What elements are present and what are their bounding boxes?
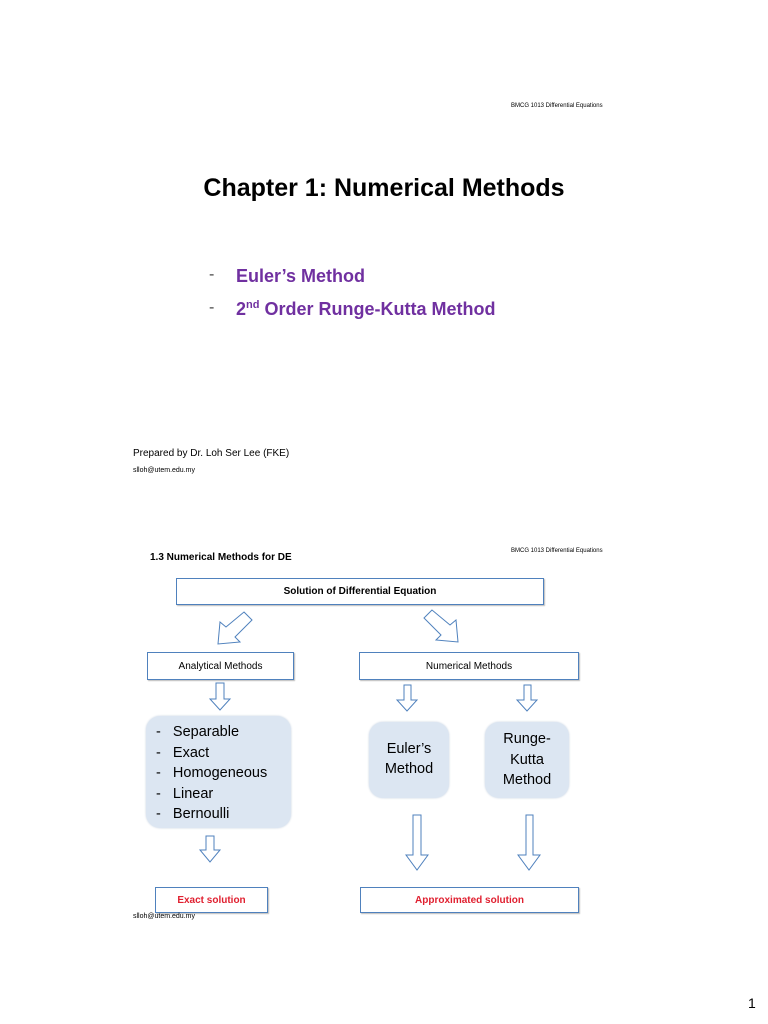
approximated-solution-box	[360, 887, 579, 913]
euler-method-box	[369, 722, 449, 798]
euler-line: Euler’s	[386, 741, 432, 757]
analytical-list-box	[146, 716, 291, 828]
arrow-down-icon	[397, 685, 417, 711]
arrow-down-right-icon	[424, 610, 458, 642]
euler-line: Method	[384, 761, 434, 777]
author-email: slloh@utem.edu.my	[133, 467, 195, 474]
rk-line: Runge-	[503, 731, 551, 747]
page-number: 1	[748, 995, 756, 1011]
list-item: - Separable	[156, 724, 240, 740]
chapter-title: Chapter 1: Numerical Methods	[203, 174, 565, 202]
bullet-euler: Euler’s Method	[236, 266, 366, 286]
list-item-text: Exact	[172, 744, 210, 761]
section-title: 1.3 Numerical Methods for DE	[150, 552, 292, 563]
list-item-text: Homogeneous	[172, 765, 268, 781]
arrow-down-icon	[210, 683, 230, 710]
list-item: - Homogeneous	[156, 765, 268, 781]
list-item-text: Bernoulli	[172, 806, 230, 822]
analytical-methods-box	[147, 652, 294, 680]
root-label: Solution of Differential Equation	[283, 586, 437, 597]
bullet-sup: nd	[246, 299, 260, 311]
arrow-down-icon	[406, 815, 428, 870]
list-item: - Linear	[156, 785, 214, 802]
arrow-down-icon	[200, 836, 220, 862]
bullet-dash: -	[209, 299, 215, 316]
slide1-header: BMCG 1013 Differential Equations	[511, 103, 603, 109]
prepared-by: Prepared by Dr. Loh Ser Lee (FKE)	[133, 448, 290, 459]
rk-line: Method	[502, 772, 552, 788]
approx-solution-label: Approximated solution	[415, 894, 524, 906]
numerical-methods-box	[359, 652, 579, 680]
rk-line: Kutta	[510, 751, 544, 768]
arrow-down-icon	[518, 815, 540, 870]
exact-solution-label: Exact solution	[177, 894, 246, 906]
numerical-label: Numerical Methods	[425, 660, 513, 672]
bullet-num: 2	[236, 299, 247, 319]
runge-kutta-box	[485, 722, 569, 798]
bullet-text: Order Runge-Kutta Method	[259, 299, 496, 319]
exact-solution-box	[155, 887, 268, 913]
bullet-dash: -	[209, 266, 215, 283]
analytical-label: Analytical Methods	[178, 660, 263, 672]
arrow-down-left-icon	[218, 612, 252, 644]
arrow-down-icon	[517, 685, 537, 711]
slide2-header: BMCG 1013 Differential Equations	[511, 548, 603, 554]
slide2-email: slloh@utem.edu.my	[133, 913, 195, 920]
list-item: - Bernoulli	[156, 806, 230, 822]
list-item-text: Linear	[172, 785, 214, 802]
list-item: - Exact	[156, 744, 210, 761]
list-item-text: Separable	[172, 724, 240, 740]
